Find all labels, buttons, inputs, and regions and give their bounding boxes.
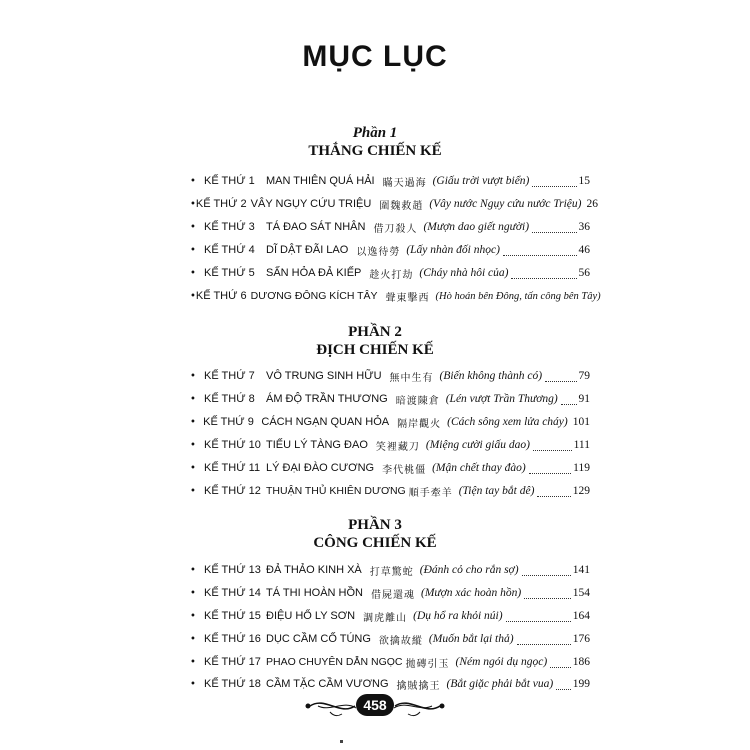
entry-name: THUẬN THỦ KHIÊN DƯƠNG <box>266 485 406 497</box>
entry-han: 以逸待勞 <box>356 246 401 258</box>
entry-number: KẾ THỨ 1 <box>204 175 255 187</box>
entry-han: 趁火打劫 <box>369 269 414 281</box>
entry-meaning: (Muốn bắt lại thả) <box>428 633 514 645</box>
entry-name: SẤN HỎA ĐẢ KIẾP <box>266 267 362 279</box>
toc-entry-7[interactable] <box>190 366 590 386</box>
toc-entry-8[interactable] <box>190 389 590 409</box>
entry-name: MAN THIÊN QUÁ HẢI <box>266 175 375 187</box>
entry-number: KẾ THỨ 11 <box>204 462 261 474</box>
toc-entry-12[interactable] <box>190 481 590 501</box>
entry-name: VÂY NGỤY CỨU TRIỆU <box>250 198 372 210</box>
entry-name: TÁ ĐAO SÁT NHÂN <box>266 221 366 233</box>
bullet-icon: • <box>190 416 196 428</box>
leader-dots <box>561 394 577 405</box>
entry-han: 借屍還魂 <box>370 589 415 601</box>
bullet-icon: • <box>190 439 196 451</box>
toc-entry-17[interactable] <box>190 652 590 672</box>
bullet-icon: • <box>190 633 196 645</box>
entry-meaning: (Bắt giặc phải bắt vua) <box>446 678 554 690</box>
entry-page: 176 <box>572 633 590 645</box>
entry-han: 借刀殺人 <box>373 223 418 235</box>
entry-page: 36 <box>578 221 590 233</box>
entry-han: 欲擒故縱 <box>378 635 423 647</box>
bullet-icon: • <box>190 462 196 474</box>
leader-dots <box>556 679 571 690</box>
entry-page: 46 <box>578 244 590 256</box>
entry-page: 15 <box>578 175 590 187</box>
entry-meaning: (Lén vượt Trần Thương) <box>445 393 558 405</box>
entry-name: CÁCH NGẠN QUAN HỎA <box>261 416 390 428</box>
entry-name: ĐIỆU HỔ LY SƠN <box>266 610 356 622</box>
toc-entry-4[interactable] <box>190 240 590 260</box>
bullet-icon: • <box>190 221 196 233</box>
scan-speck <box>340 740 343 743</box>
entry-meaning: (Giấu trời vượt biển) <box>432 175 530 187</box>
page-title: MỤC LỤC <box>302 40 448 73</box>
entry-number: KẾ THỨ 9 <box>203 416 254 428</box>
leader-dots <box>537 486 570 497</box>
entry-number: KẾ THỨ 6 <box>195 290 247 302</box>
entry-number: KẾ THỨ 14 <box>204 587 261 599</box>
entry-name: ĐẢ THẢO KINH XÀ <box>266 564 362 576</box>
entry-meaning: (Mận chết thay đào) <box>432 462 526 474</box>
entry-meaning: (Vây nước Ngụy cứu nước Triệu) <box>429 198 582 210</box>
page-number: 458 <box>356 694 394 716</box>
entry-han: 瞞天過海 <box>382 177 427 189</box>
entry-page: 154 <box>572 587 590 599</box>
part-3-title: CÔNG CHIẾN KẾ <box>313 535 437 551</box>
entry-number: KẾ THỨ 17 <box>204 656 261 668</box>
part-3-label: PHẦN 3 <box>348 517 402 533</box>
entry-number: KẾ THỨ 3 <box>204 221 255 233</box>
entry-han: 暗渡陳倉 <box>395 395 440 407</box>
entry-number: KẾ THỨ 13 <box>204 564 261 576</box>
entry-page: 186 <box>572 656 590 668</box>
part-1-label: Phần 1 <box>352 125 398 141</box>
entry-page: 56 <box>578 267 590 279</box>
entry-meaning: (Tiện tay bắt dê) <box>458 485 535 497</box>
toc-entry-10[interactable] <box>190 435 590 455</box>
toc-entry-9[interactable] <box>190 412 590 432</box>
leader-dots <box>524 588 571 599</box>
part-3-heading <box>0 516 750 552</box>
entry-number: KẾ THỨ 10 <box>204 439 261 451</box>
entry-han: 順手牽羊 <box>408 487 453 499</box>
leader-dots <box>550 657 571 668</box>
entry-name: CẦM TẶC CẦM VƯƠNG <box>266 678 389 690</box>
bullet-icon: • <box>190 587 196 599</box>
entry-name: DỤC CẦM CỐ TÚNG <box>266 633 371 645</box>
entry-name: TIẾU LÝ TÀNG ĐAO <box>266 439 368 451</box>
entry-page: 119 <box>573 462 590 474</box>
entry-han: 李代桃僵 <box>382 464 427 476</box>
leader-dots <box>529 463 572 474</box>
part-2-heading <box>0 323 750 359</box>
toc-entry-11[interactable] <box>190 458 590 478</box>
leader-dots <box>511 268 576 279</box>
toc-entry-18[interactable] <box>190 674 590 694</box>
entry-meaning: (Mượn xác hoàn hồn) <box>420 587 522 599</box>
entry-page: 129 <box>572 485 590 497</box>
bullet-icon: • <box>190 485 196 497</box>
toc-entry-16[interactable] <box>190 629 590 649</box>
entry-meaning: (Ném ngói dụ ngọc) <box>455 656 548 668</box>
entry-name: DƯƠNG ĐÔNG KÍCH TÂY <box>250 290 378 302</box>
part-1-title: THẮNG CHIẾN KẾ <box>308 143 442 159</box>
toc-entry-3[interactable] <box>190 217 590 237</box>
toc-entry-6[interactable] <box>190 286 601 306</box>
entry-page: 79 <box>578 370 590 382</box>
toc-entry-2[interactable] <box>190 194 598 214</box>
part-1-heading <box>0 124 750 160</box>
entry-han: 擒賊擒王 <box>396 680 441 692</box>
entry-meaning: (Đánh cỏ cho rắn sợ) <box>419 564 519 576</box>
entry-number: KẾ THỨ 2 <box>195 198 247 210</box>
part-2-label: PHẦN 2 <box>348 324 402 340</box>
leader-dots <box>545 371 576 382</box>
leader-dots <box>522 565 571 576</box>
entry-page: 91 <box>578 393 590 405</box>
bullet-icon: • <box>190 678 196 690</box>
entry-page: 101 <box>572 416 590 428</box>
entry-meaning: (Hò hoán bên Đông, tấn công bên Tây) <box>435 290 601 302</box>
toc-entry-13[interactable] <box>190 560 590 580</box>
entry-han: 拋磚引玉 <box>405 658 450 670</box>
bullet-icon: • <box>190 564 196 576</box>
entry-han: 圍魏救趙 <box>379 200 424 212</box>
leader-dots <box>506 611 571 622</box>
entry-han: 調虎離山 <box>363 612 408 624</box>
toc-entry-1[interactable] <box>190 171 590 191</box>
entry-han: 無中生有 <box>389 372 434 384</box>
bullet-icon: • <box>190 393 196 405</box>
entry-name: TÁ THI HOÀN HỒN <box>266 587 363 599</box>
leader-dots <box>503 245 577 256</box>
entry-han: 聲東擊西 <box>385 292 430 304</box>
bullet-icon: • <box>190 610 196 622</box>
entry-number: KẾ THỨ 16 <box>204 633 261 645</box>
entry-meaning: (Cách sông xem lửa cháy) <box>447 416 568 428</box>
entry-name: ÁM ĐỘ TRẦN THƯƠNG <box>266 393 388 405</box>
entry-name: VÔ TRUNG SINH HỮU <box>266 370 382 382</box>
entry-name: DĨ DẬT ĐÃI LAO <box>266 244 349 256</box>
entry-meaning: (Lấy nhàn đối nhọc) <box>406 244 500 256</box>
entry-number: KẾ THỨ 12 <box>204 485 261 497</box>
bullet-icon: • <box>190 198 196 210</box>
bullet-icon: • <box>190 290 196 302</box>
entry-meaning: (Dụ hổ ra khỏi núi) <box>413 610 503 622</box>
toc-entry-15[interactable] <box>190 606 590 626</box>
entry-name: LÝ ĐẠI ĐÀO CƯƠNG <box>266 462 375 474</box>
entry-page: 164 <box>572 610 590 622</box>
entry-page: 26 <box>586 198 598 210</box>
entry-meaning: (Mượn dao giết người) <box>423 221 530 233</box>
bullet-icon: • <box>190 267 196 279</box>
bullet-icon: • <box>190 370 196 382</box>
entry-page: 141 <box>572 564 590 576</box>
entry-meaning: (Biến không thành có) <box>439 370 543 382</box>
bullet-icon: • <box>190 175 196 187</box>
entry-page: 199 <box>572 678 590 690</box>
entry-number: KẾ THỨ 4 <box>204 244 255 256</box>
entry-meaning: (Miệng cười giấu dao) <box>425 439 530 451</box>
entry-number: KẾ THỨ 7 <box>204 370 255 382</box>
toc-entry-5[interactable] <box>190 263 590 283</box>
page-footer <box>300 692 450 720</box>
leader-dots <box>517 634 571 645</box>
entry-name: PHAO CHUYÊN DẪN NGỌC <box>266 656 403 668</box>
entry-number: KẾ THỨ 5 <box>204 267 255 279</box>
entry-number: KẾ THỨ 8 <box>204 393 255 405</box>
entry-han: 打草驚蛇 <box>369 566 414 578</box>
entry-number: KẾ THỨ 18 <box>204 678 261 690</box>
leader-dots <box>532 176 576 187</box>
leader-dots <box>532 222 576 233</box>
entry-number: KẾ THỨ 15 <box>204 610 261 622</box>
entry-meaning: (Cháy nhà hôi của) <box>419 267 509 279</box>
part-2-title: ĐỊCH CHIẾN KẾ <box>316 342 434 358</box>
entry-han: 隔岸觀火 <box>397 418 442 430</box>
leader-dots <box>533 440 572 451</box>
entry-page: 111 <box>573 439 590 451</box>
bullet-icon: • <box>190 656 196 668</box>
entry-han: 笑裡藏刀 <box>375 441 420 453</box>
bullet-icon: • <box>190 244 196 256</box>
toc-entry-14[interactable] <box>190 583 590 603</box>
